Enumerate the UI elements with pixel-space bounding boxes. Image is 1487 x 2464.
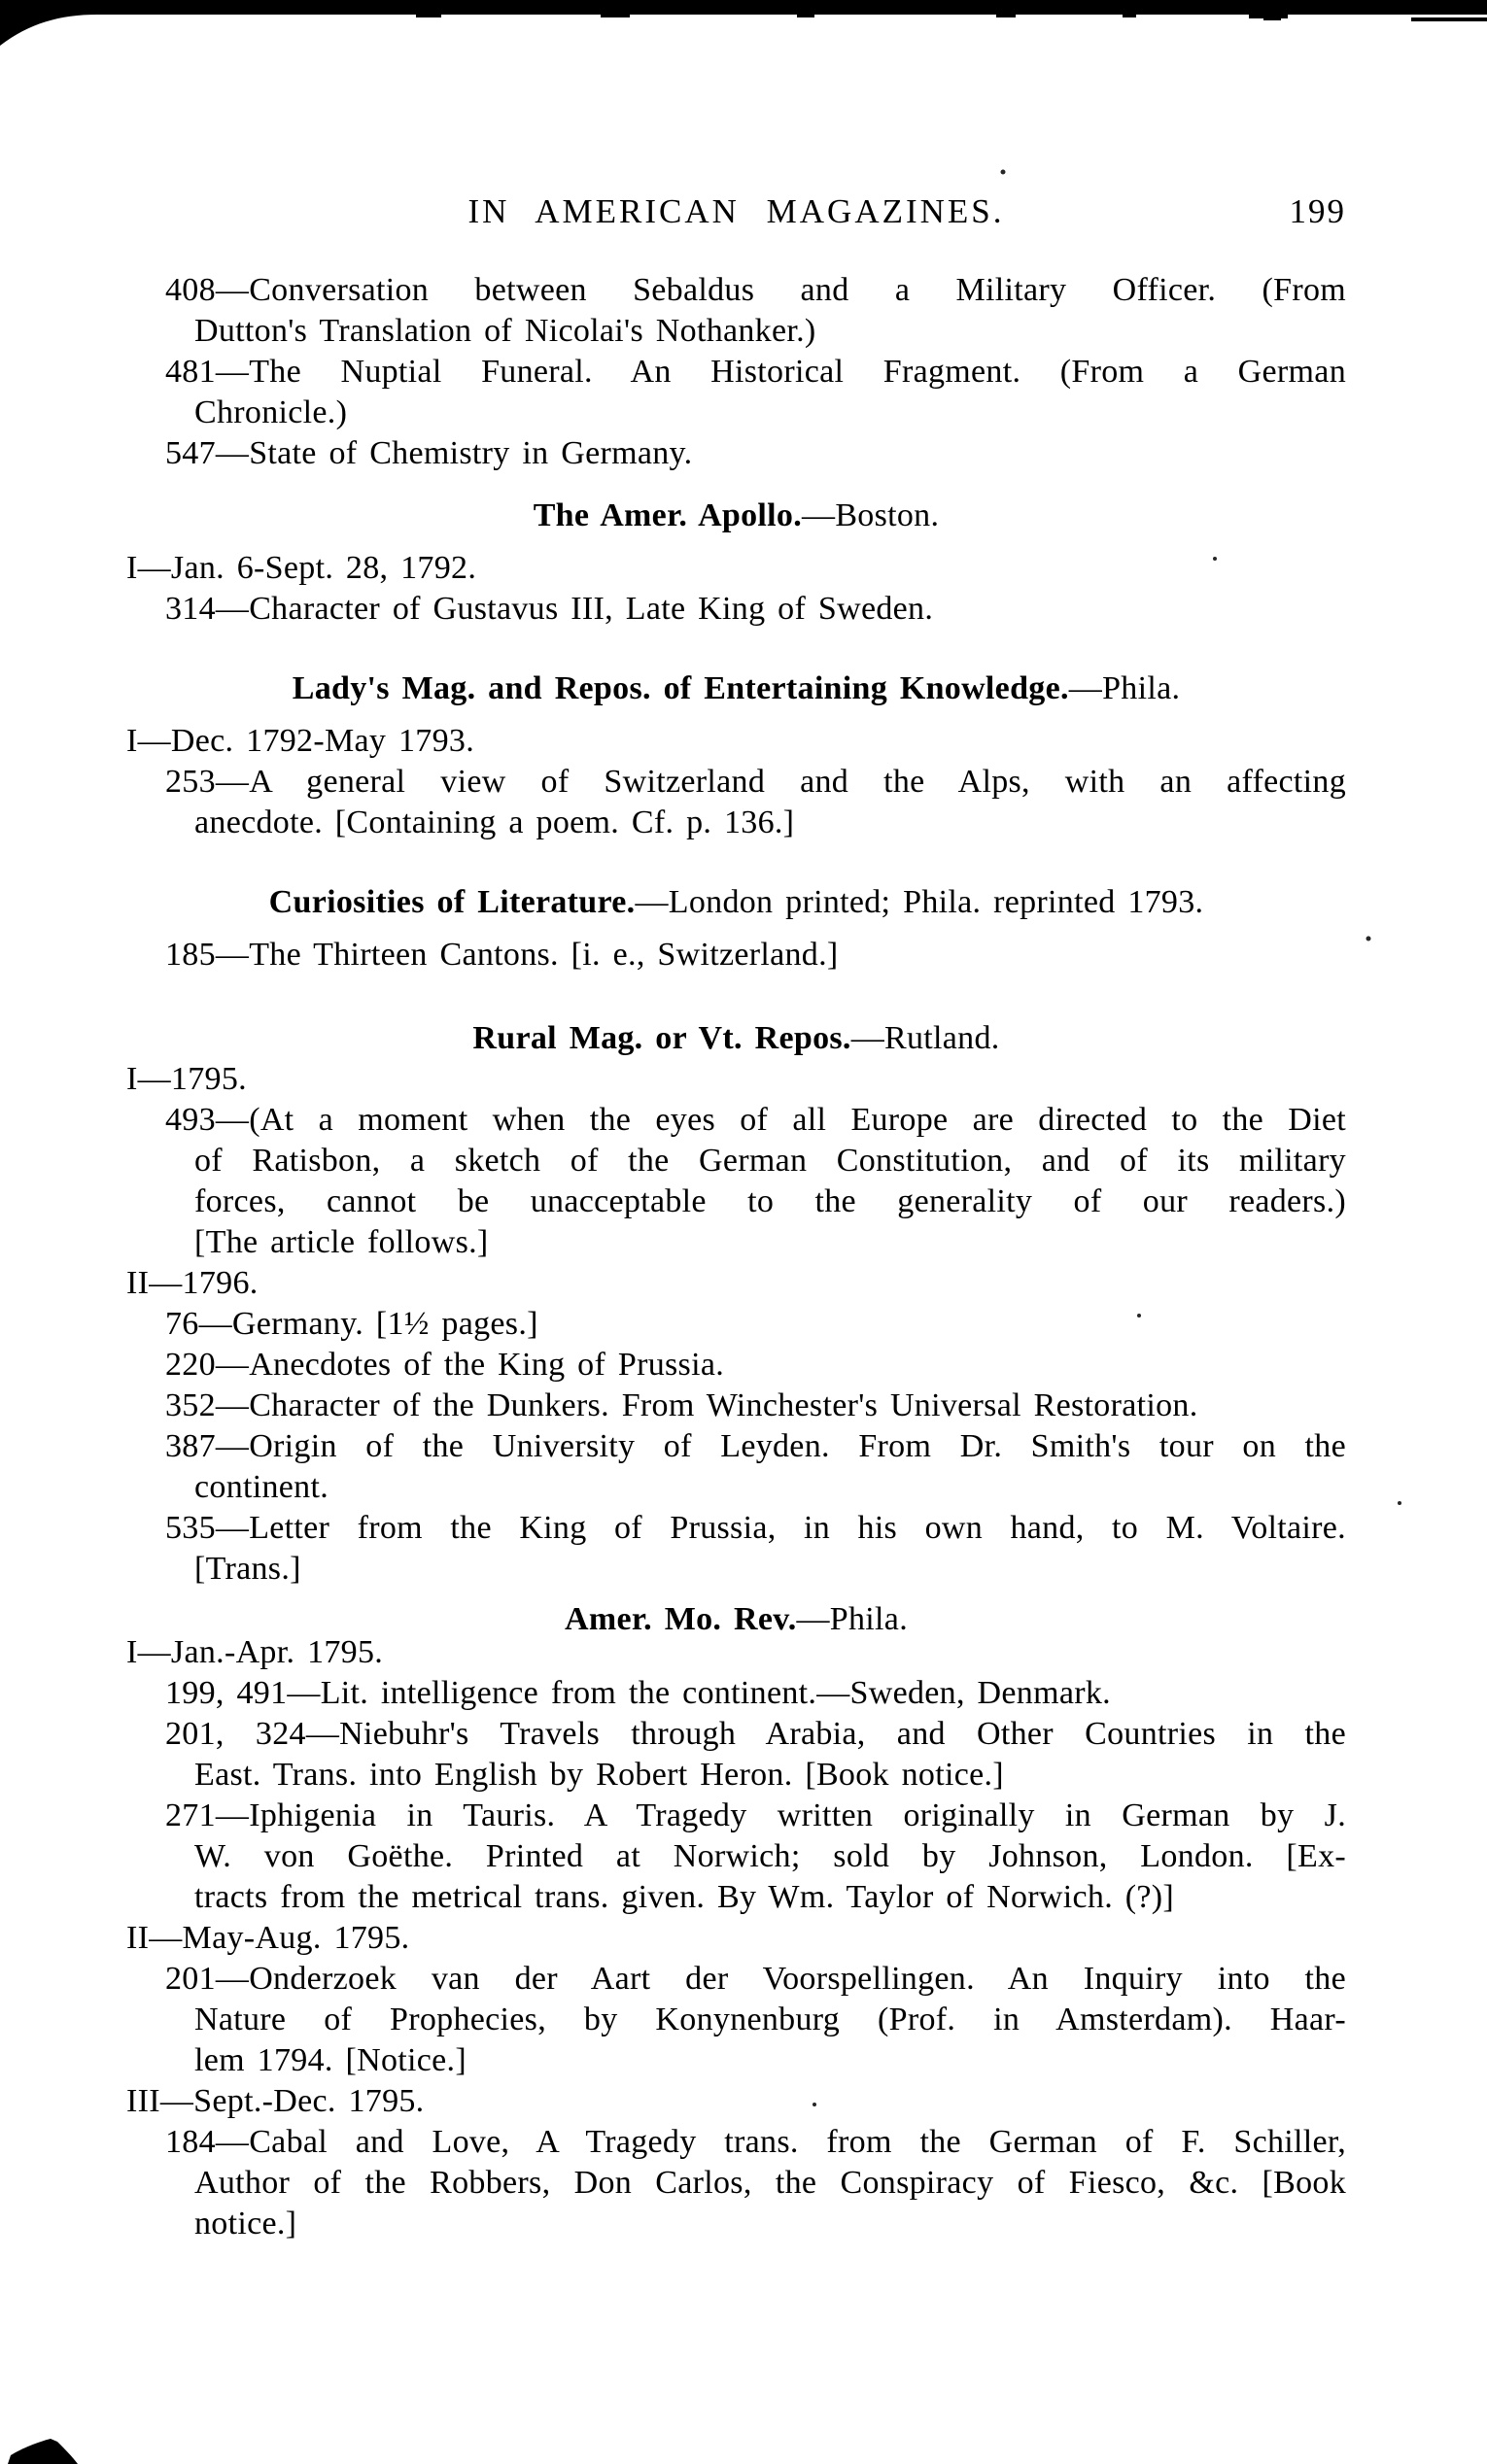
magazine-title: Amer. Mo. Rev. — [565, 1601, 797, 1637]
entry-text-line: 481—The Nuptial Funeral. An Historical Fragment. (From a German — [165, 354, 1346, 390]
entry-text-line: tracts from the metrical trans. given. By Wm. Taylor of Norwich. (?)] — [194, 1879, 1175, 1915]
volume-line: II—1796. — [126, 1265, 259, 1301]
entry-text-line: 314—Character of Gustavus III, Late King of Sweden. — [165, 591, 934, 627]
entry-text-line: anecdote. [Containing a poem. Cf. p. 136.] — [194, 804, 795, 840]
entry-line — [126, 1386, 1346, 1426]
entry-line — [126, 1304, 1346, 1345]
volume-line: I—Jan. 6-Sept. 28, 1792. — [126, 550, 477, 586]
magazine-place: —Boston. — [802, 497, 940, 533]
entry-line — [126, 352, 1346, 433]
entry-text-line: Dutton's Translation of Nicolai's Nothanker.) — [194, 313, 816, 349]
magazine-heading — [126, 668, 1346, 709]
entry-text-line: 76—Germany. [1½ pages.] — [165, 1306, 538, 1342]
entry-text-line: 184—Cabal and Love, A Tragedy trans. from the German of F. Schiller, — [165, 2124, 1346, 2160]
entry-text-line: [Trans.] — [194, 1551, 301, 1587]
entry-text-line: 253—A general view of Switzerland and the Alps, with an affecting — [165, 764, 1346, 800]
entry-text-line: Author of the Robbers, Don Carlos, the Conspiracy of Fiesco, &c. [Book — [194, 2165, 1346, 2201]
entry-text-line: East. Trans. into English by Robert Heron. [Book notice.] — [194, 1757, 1004, 1793]
entry-text-line: lem 1794. [Notice.] — [194, 2042, 467, 2078]
entry-text-line: 352—Character of the Dunkers. From Winchester's Universal Restoration. — [165, 1387, 1198, 1423]
entry-line — [126, 1345, 1346, 1386]
entry-text-line: 408—Conversation between Sebaldus and a Military Officer. (From — [165, 272, 1346, 308]
entry-text-line: Nature of Prophecies, by Konynenburg (Prof. in Amsterdam). Haar- — [194, 2002, 1346, 2037]
magazine-title: Lady's Mag. and Repos. of Entertaining Knowledge. — [292, 670, 1069, 706]
volume-line: III—Sept.-Dec. 1795. — [126, 2083, 425, 2119]
entry-line — [126, 935, 1346, 975]
page-title: IN AMERICAN MAGAZINES. — [467, 192, 1005, 230]
entry-text-line: of Ratisbon, a sketch of the German Constitution, and of its military — [194, 1143, 1346, 1179]
entry-line — [126, 589, 1346, 630]
entry-line — [126, 2122, 1346, 2244]
entry-text-line: Chronicle.) — [194, 394, 348, 430]
entry-text-line: 220—Anecdotes of the King of Prussia. — [165, 1347, 725, 1383]
entry-line — [126, 1426, 1346, 1508]
magazine-title: Rural Mag. or Vt. Repos. — [472, 1020, 851, 1056]
magazine-place: —Phila. — [796, 1601, 908, 1637]
entry-line — [126, 1959, 1346, 2081]
magazine-heading — [126, 882, 1346, 923]
entry-text-line: notice.] — [194, 2206, 297, 2242]
bottom-left-page-curl — [8, 2439, 78, 2464]
entry-line — [126, 1796, 1346, 1918]
entry-line — [126, 1673, 1346, 1714]
magazine-heading — [126, 1018, 1346, 1059]
entry-line — [126, 270, 1346, 352]
entry-text-line: [The article follows.] — [194, 1224, 489, 1260]
entry-line — [126, 1714, 1346, 1796]
magazine-place: —Rutland. — [850, 1020, 1000, 1056]
entry-text-line: 199, 491—Lit. intelligence from the continent.—Sweden, Denmark. — [165, 1675, 1111, 1711]
entry-line — [126, 433, 1346, 474]
entry-text-line: W. von Goëthe. Printed at Norwich; sold by Johnson, London. [Ex- — [194, 1838, 1346, 1874]
entry-text-line: 387—Origin of the University of Leyden. From Dr. Smith's tour on the — [165, 1428, 1346, 1464]
entry-text-line: 271—Iphigenia in Tauris. A Tragedy written originally in German by J. — [165, 1797, 1346, 1833]
running-header — [126, 190, 1346, 233]
magazine-place: —London printed; Phila. reprinted 1793. — [635, 884, 1204, 920]
magazine-place: —Phila. — [1068, 670, 1181, 706]
magazine-title: The Amer. Apollo. — [533, 497, 803, 533]
entry-text-line: continent. — [194, 1469, 329, 1505]
entry-text-line: 201—Onderzoek van der Aart der Voorspellingen. An Inquiry into the — [165, 1961, 1346, 1997]
entry-text-line: 535—Letter from the King of Prussia, in his own hand, to M. Voltaire. — [165, 1510, 1346, 1546]
entry-text-line: 547—State of Chemistry in Germany. — [165, 435, 693, 471]
volume-line: I—Dec. 1792-May 1793. — [126, 723, 475, 759]
page-number: 199 — [1289, 192, 1346, 230]
entry-text-line: 493—(At a moment when the eyes of all Europe are directed to the Diet — [165, 1102, 1346, 1138]
magazine-title: Curiosities of Literature. — [268, 884, 636, 920]
entry-text-line: 185—The Thirteen Cantons. [i. e., Switzerland.] — [165, 937, 839, 973]
entry-text-line: forces, cannot be unacceptable to the generality of our readers.) — [194, 1183, 1346, 1219]
entry-line — [126, 1508, 1346, 1590]
volume-line: II—May-Aug. 1795. — [126, 1920, 410, 1956]
entry-line — [126, 762, 1346, 843]
entry-text-line: 201, 324—Niebuhr's Travels through Arabia, and Other Countries in the — [165, 1716, 1346, 1752]
magazine-heading — [126, 496, 1346, 536]
entry-line — [126, 1100, 1346, 1263]
volume-line: I—Jan.-Apr. 1795. — [126, 1634, 384, 1670]
volume-line: I—1795. — [126, 1061, 247, 1097]
text-block — [126, 270, 1346, 2244]
